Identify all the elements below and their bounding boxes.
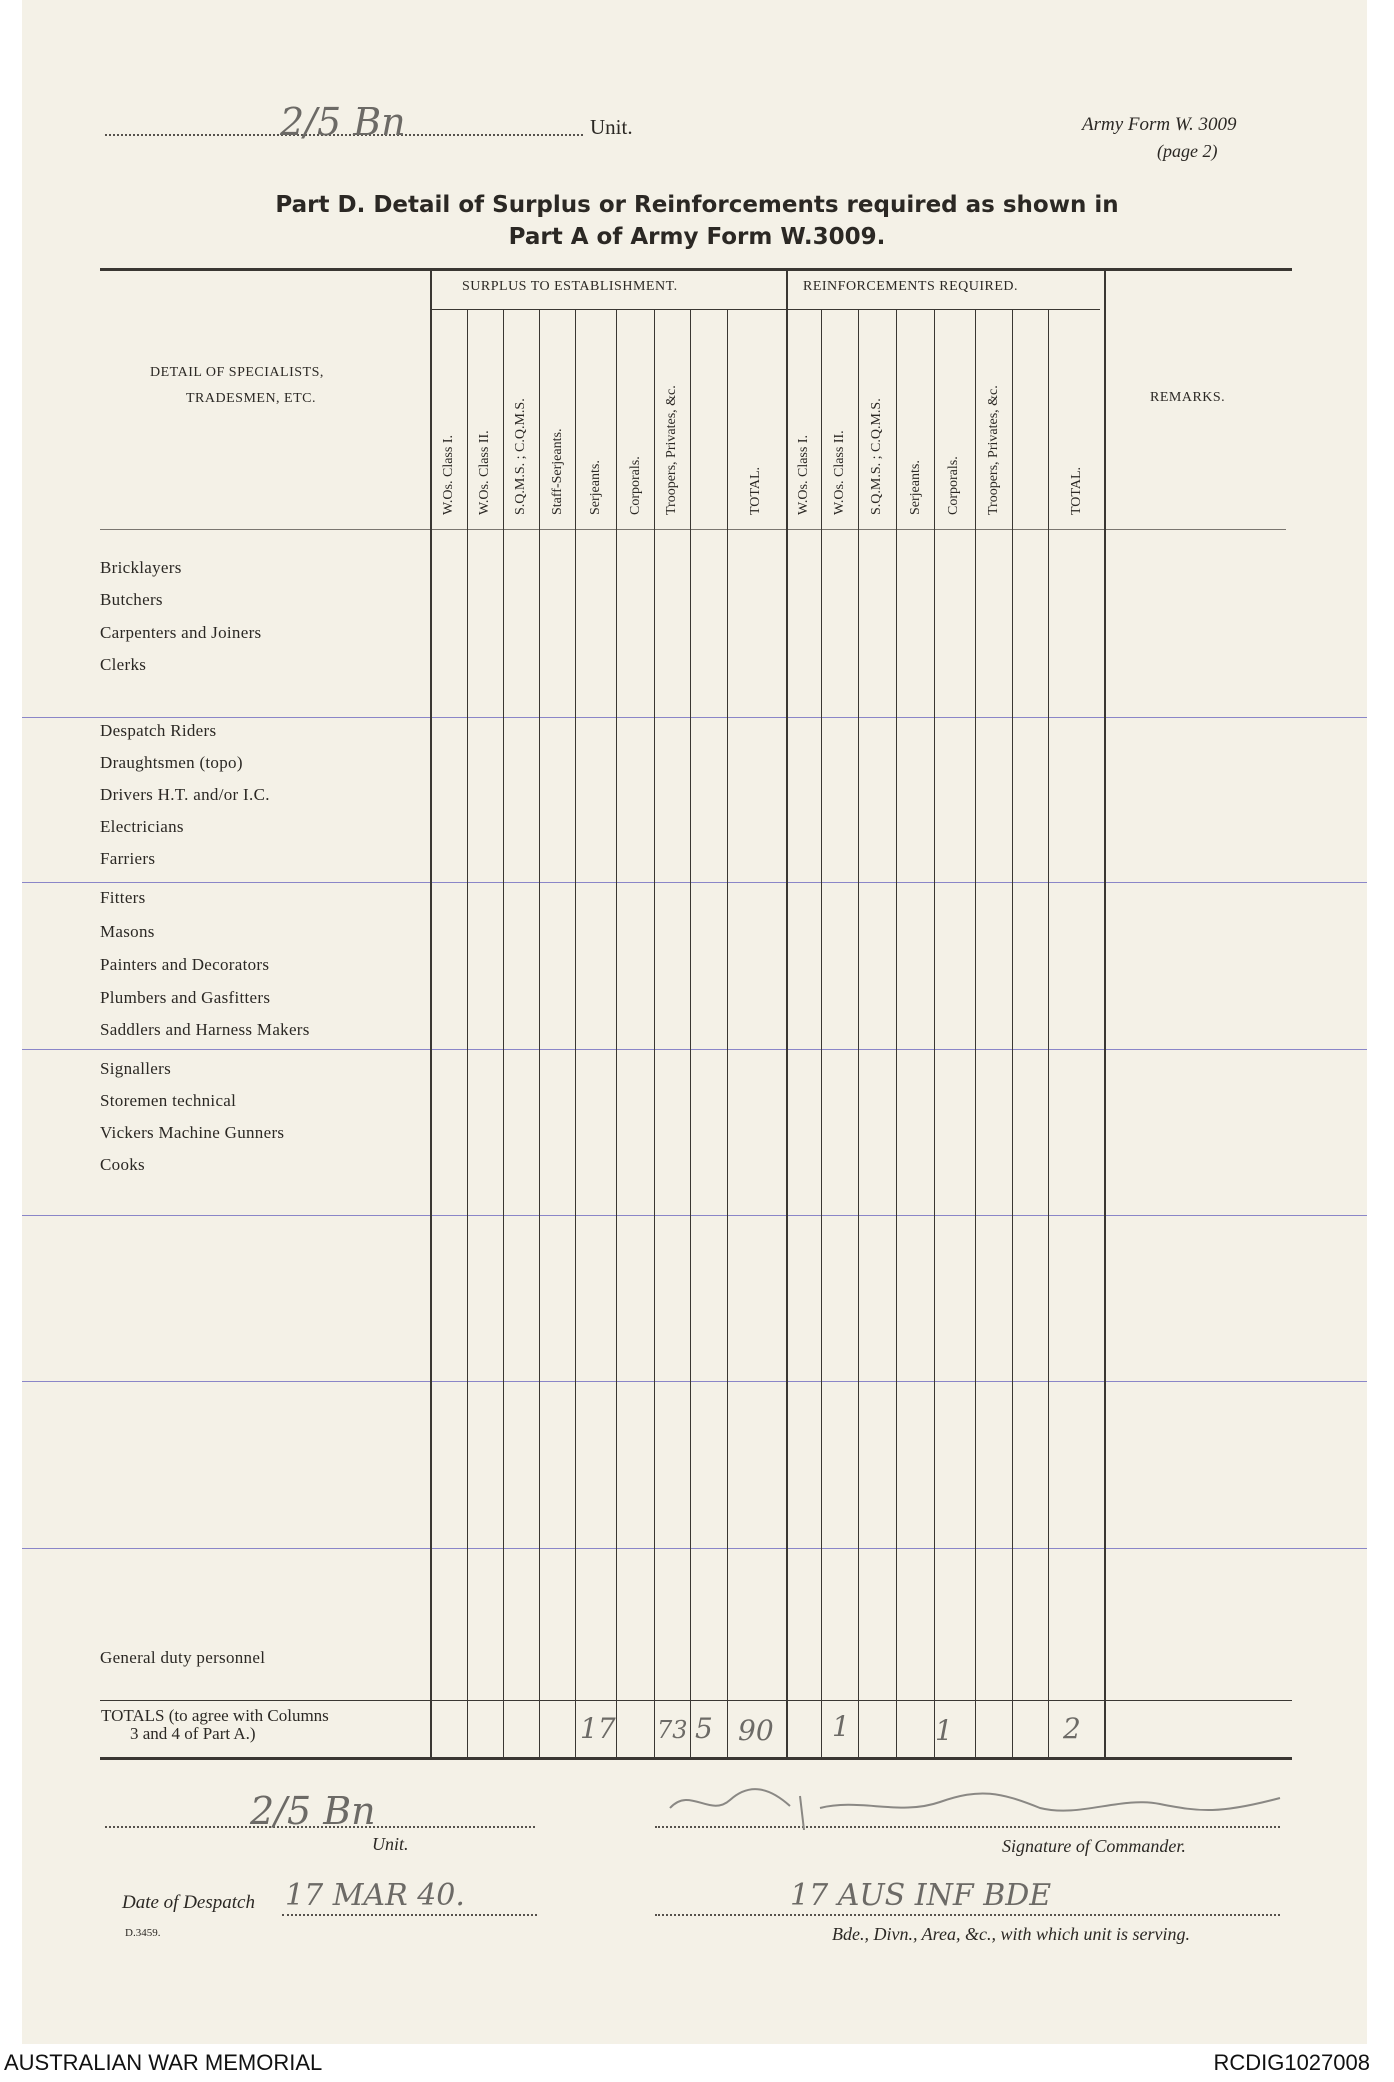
col-surplus-troopers: Troopers, Privates, &c.	[664, 385, 679, 515]
trade-row: Carpenters and Joiners	[100, 623, 262, 642]
col-reinf-corporals: Corporals.	[946, 456, 961, 515]
col-surplus-wo1: W.Os. Class I.	[441, 435, 456, 515]
total-reinf-wo1: 1	[832, 1710, 850, 1743]
col-surplus-staff-serjeants: Staff-Serjeants.	[550, 428, 565, 515]
unit-footer-label: Unit.	[372, 1834, 409, 1854]
col-surplus-wo2: W.Os. Class II.	[477, 430, 492, 515]
col-surplus-sqms: S.Q.M.S. ; C.Q.M.S.	[513, 398, 528, 515]
page-title-line2: Part A of Army Form W.3009.	[508, 224, 886, 250]
trade-row: Drivers H.T. and/or I.C.	[100, 785, 270, 804]
total-surplus-troopers: 73	[657, 1716, 688, 1744]
total-reinf-total: 2	[1063, 1712, 1081, 1745]
brigade-label: Bde., Divn., Area, &c., with which unit is serving.	[832, 1924, 1190, 1944]
trade-row: Painters and Decorators	[100, 955, 270, 974]
page-title-line1: Part D. Detail of Surplus or Reinforcements required as shown in	[275, 192, 1119, 218]
total-surplus-total: 90	[738, 1714, 774, 1747]
signature-label: Signature of Commander.	[1002, 1836, 1186, 1856]
unit-label: Unit.	[590, 115, 633, 139]
trade-row: Signallers	[100, 1059, 171, 1078]
total-surplus-serjeants: 17	[580, 1712, 616, 1745]
general-duty-row: General duty personnel	[100, 1648, 266, 1667]
col-surplus-total: TOTAL.	[748, 466, 763, 515]
totals-label-line2: 3 and 4 of Part A.)	[130, 1724, 256, 1743]
form-page: (page 2)	[1157, 141, 1218, 161]
trade-row: Plumbers and Gasfitters	[100, 988, 271, 1007]
remarks-header: REMARKS.	[1150, 390, 1226, 405]
surplus-header: SURPLUS TO ESTABLISHMENT.	[462, 279, 678, 294]
col-surplus-serjeants: Serjeants.	[588, 460, 603, 515]
detail-header-line1: DETAIL OF SPECIALISTS,	[150, 365, 324, 380]
commander-signature	[660, 1778, 1300, 1830]
trade-row: Despatch Riders	[100, 721, 217, 740]
print-code: D.3459.	[125, 1927, 161, 1939]
trade-row: Fitters	[100, 888, 146, 907]
trade-row: Vickers Machine Gunners	[100, 1123, 285, 1142]
col-reinf-serjeants: Serjeants.	[908, 460, 923, 515]
trade-row: Masons	[100, 922, 155, 941]
col-reinf-wo2: W.Os. Class II.	[832, 430, 847, 515]
trade-row: Farriers	[100, 849, 156, 868]
trade-row: Clerks	[100, 655, 147, 674]
trade-row: Electricians	[100, 817, 184, 836]
trade-row: Saddlers and Harness Makers	[100, 1020, 310, 1039]
date-handwritten: 17 MAR 40.	[285, 1878, 465, 1913]
col-reinf-total: TOTAL.	[1069, 466, 1084, 515]
brigade-handwritten: 17 AUS INF BDE	[790, 1878, 1052, 1913]
col-reinf-wo1: W.Os. Class I.	[796, 435, 811, 515]
col-reinf-sqms: S.Q.M.S. ; C.Q.M.S.	[869, 398, 884, 515]
detail-header-line2: TRADESMEN, ETC.	[186, 391, 316, 406]
trade-row: Bricklayers	[100, 558, 182, 577]
date-label: Date of Despatch	[122, 1892, 255, 1913]
brigade-dotted-line	[655, 1914, 1280, 1916]
unit-footer-handwritten: 2/5 Bn	[250, 1789, 376, 1833]
total-surplus-extra: 5	[695, 1712, 713, 1745]
col-reinf-troopers: Troopers, Privates, &c.	[986, 385, 1001, 515]
caption-right: RCDIG1027008	[1213, 2050, 1370, 2075]
trade-row: Draughtsmen (topo)	[100, 753, 243, 772]
unit-handwritten: 2/5 Bn	[280, 100, 406, 144]
reinforcements-header: REINFORCEMENTS REQUIRED.	[803, 279, 1019, 294]
trade-row: Butchers	[100, 590, 163, 609]
form-name: Army Form W. 3009	[1082, 114, 1237, 135]
trade-row: Storemen technical	[100, 1091, 237, 1110]
trade-row: Cooks	[100, 1155, 145, 1174]
totals-label-line1: TOTALS (to agree with Columns	[101, 1706, 329, 1725]
col-surplus-corporals: Corporals.	[628, 456, 643, 515]
date-dotted-line	[282, 1914, 537, 1916]
total-reinf-corporals: 1	[935, 1714, 953, 1747]
caption-left: AUSTRALIAN WAR MEMORIAL	[4, 2050, 323, 2075]
